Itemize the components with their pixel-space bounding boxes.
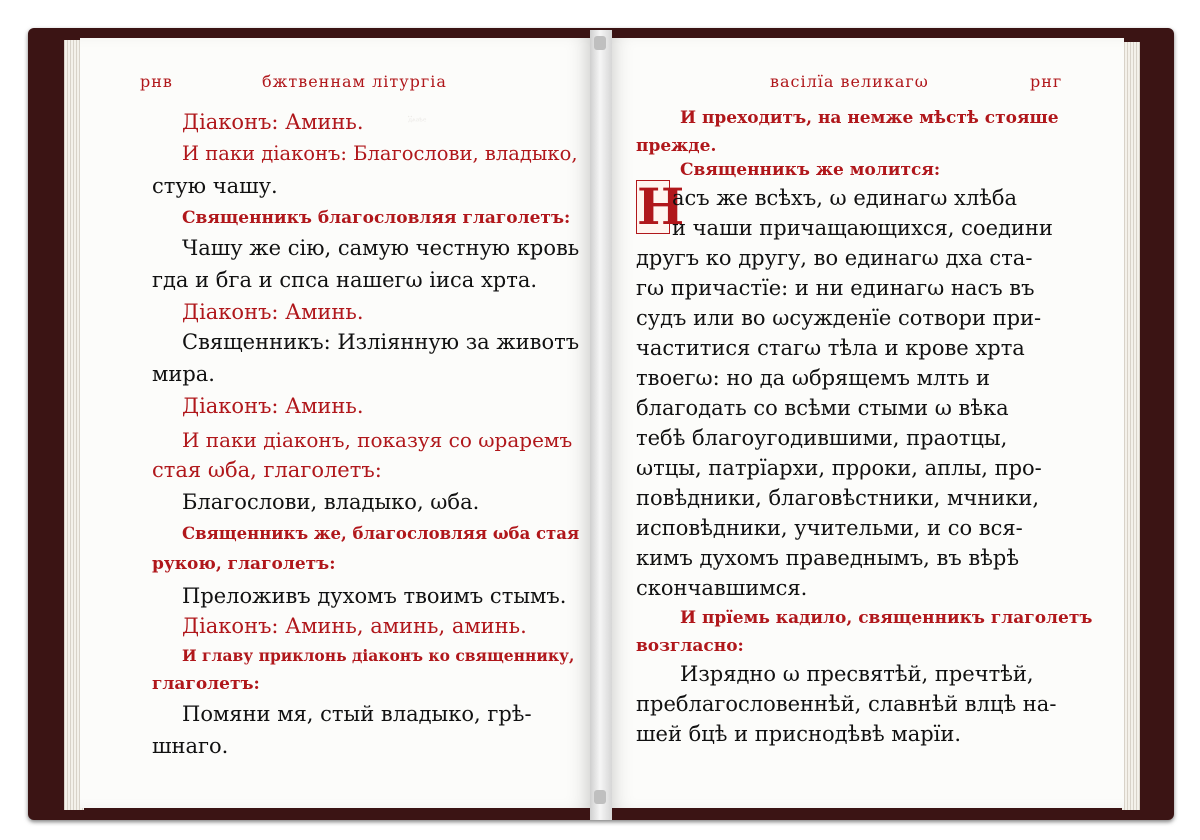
text-line: кимъ духомъ праведнымъ, въ вѣрѣ xyxy=(636,546,1019,570)
left-page-number: рнв xyxy=(140,72,173,91)
rubric-line: И преходитъ, на немже мѣстѣ стояше xyxy=(680,108,1059,128)
text-line: и чаши причащающихся, соедини xyxy=(672,216,1053,240)
book-gutter xyxy=(590,30,612,820)
text-line: Чашу же сію, самую честную кровь xyxy=(182,236,580,260)
ribbon-bottom xyxy=(594,790,606,804)
text-line: судъ или во ωсужденїе сотвори при- xyxy=(636,306,1042,330)
text-line: Діаконъ: Аминь. xyxy=(182,394,364,418)
text-line: повѣдники, благовѣстники, мчники, xyxy=(636,486,1040,510)
text-line: И паки діаконъ, показуя со ωраремъ xyxy=(182,428,573,452)
text-line: Изрядно ω пресвятѣй, пречтѣй, xyxy=(680,662,1034,686)
rubric-line: прежде. xyxy=(636,136,717,156)
text-line: тебѣ благоугодившими, праотцы, xyxy=(636,426,1008,450)
text-line: стую чашу. xyxy=(152,174,278,198)
rubric-line: возгласно: xyxy=(636,636,744,656)
right-running-title: васілїа великагω xyxy=(770,72,929,91)
text-line: скончавшимся. xyxy=(636,576,808,600)
ribbon-top xyxy=(594,36,606,50)
text-line: благодать со всѣми стыми ω вѣка xyxy=(636,396,1009,420)
text-line: шнаго. xyxy=(152,734,229,758)
text-line: гда и бга и спса нашегω іиса хрта. xyxy=(152,268,538,292)
drop-cap: Н xyxy=(637,177,685,236)
text-line: гω причастїе: и ни единагω насъ въ xyxy=(636,276,1035,300)
text-line: Діаконъ: Аминь. xyxy=(182,110,364,134)
page-edges-right xyxy=(1122,42,1140,810)
text-line: частитися стагω тѣла и крове хрта xyxy=(636,336,1025,360)
bleed-through: ⷣ̈ ⷽ ⷶ ⷺ ⷷ xyxy=(410,118,425,134)
text-line: преблагословеннѣй, славнѣй влцѣ на- xyxy=(636,692,1057,716)
text-line: И паки діаконъ: Благослови, владыко, xyxy=(182,142,578,165)
text-line: ωтцы, патрїархи, прροки, аплы, про- xyxy=(636,456,1042,480)
rubric-line: И главу приклонь діаконъ ко священнику, xyxy=(182,646,575,665)
text-line: асъ же всѣхъ, ω единагω хлѣба xyxy=(672,186,1018,210)
text-line: другъ ко другу, во единагω дха ста- xyxy=(636,246,1033,270)
left-running-title: бжтвеннам літургіа xyxy=(262,72,447,91)
rubric-line: рукою, глаголетъ: xyxy=(152,554,336,574)
text-line: Благослови, владыко, ωба. xyxy=(182,490,480,514)
rubric-line: Священникъ же молится: xyxy=(680,160,941,180)
text-line: стая ωба, глаголетъ: xyxy=(152,458,382,482)
text-line: Діаконъ: Аминь, аминь, аминь. xyxy=(182,614,527,638)
rubric-line: Священникъ же, благословляя ωба стая xyxy=(182,524,580,543)
text-line: твоегω: но да ωбрящемъ млть и xyxy=(636,366,991,390)
text-line: Помяни мя, стый владыко, грѣ- xyxy=(182,702,532,726)
text-line: исповѣдники, учительми, и со вся- xyxy=(636,516,1023,540)
text-line: шей бцѣ и приснодѣвѣ марїи. xyxy=(636,722,962,746)
text-line: Преложивъ духомъ твоимъ стымъ. xyxy=(182,584,567,608)
rubric-line: И прїемь кадило, священникъ глаголетъ xyxy=(680,608,1093,628)
rubric-line: глаголетъ: xyxy=(152,674,260,694)
rubric-line: Священникъ благословляя глаголетъ: xyxy=(182,208,571,228)
text-line: Священникъ: Излiянную за животъ xyxy=(182,330,580,354)
text-line: Діаконъ: Аминь. xyxy=(182,300,364,324)
text-line: мира. xyxy=(152,362,215,386)
right-page-number: рнг xyxy=(1030,72,1063,91)
